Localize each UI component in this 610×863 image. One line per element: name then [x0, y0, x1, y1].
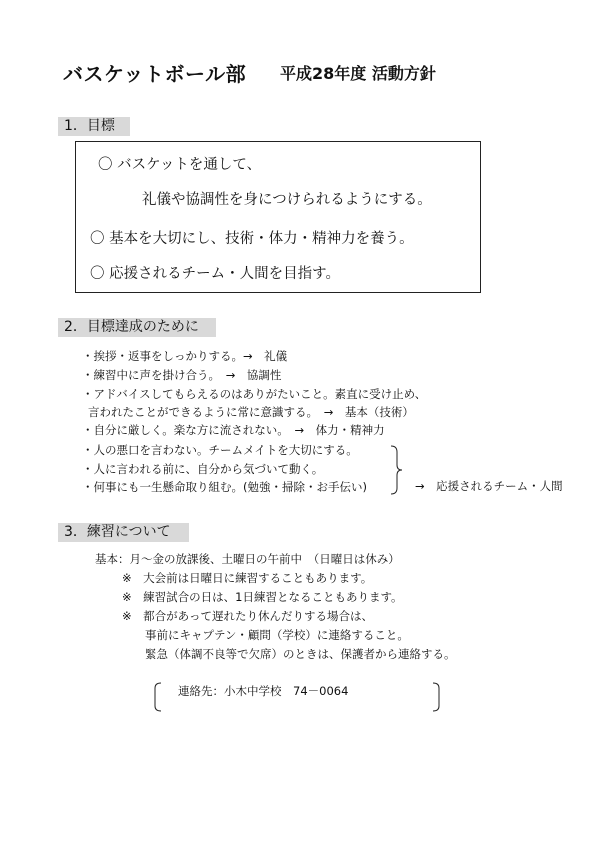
- section3-heading: 3．練習について: [58, 523, 189, 542]
- list-item: ・人に言われる前に、自分から気づいて動く。: [82, 462, 324, 476]
- right-bracket: [431, 682, 441, 712]
- right-brace: [389, 445, 403, 495]
- practice-note: ※ 大会前は日曜日に練習することもあります。: [122, 571, 373, 585]
- goal-line-4: 〇 応援されるチーム・人間を目指す。: [90, 266, 340, 282]
- section1-heading: 1．目標: [58, 117, 130, 136]
- list-item: ・挨拶・返事をしっかりする。→ 礼儀: [82, 349, 288, 363]
- list-item: ・自分に厳しく。楽な方に流されない。 → 体力・精神力: [82, 423, 385, 437]
- left-bracket: [153, 682, 163, 712]
- contact-box: [153, 682, 441, 712]
- goal-line-3: 〇 基本を大切にし、技術・体力・精神力を養う。: [90, 231, 414, 247]
- practice-note-cont: 事前にキャプテン・顧問（学校）に連絡すること。: [145, 628, 409, 642]
- practice-note-cont: 緊急（体調不良等で欠席）のときは、保護者から連絡する。: [145, 647, 456, 661]
- club-title: バスケットボール部: [63, 62, 247, 86]
- list-item: ・何事にも一生懸命取り組む。(勉強・掃除・お手伝い): [82, 480, 367, 494]
- goal-line-2: 礼儀や協調性を身につけられるようにする。: [142, 192, 432, 208]
- list-item: ・アドバイスしてもらえるのはありがたいこと。素直に受け止め、: [82, 387, 427, 401]
- goals-box: [75, 141, 481, 293]
- group-result: → 応援されるチーム・人間: [415, 479, 563, 493]
- list-item: 言われたことができるように常に意識する。 → 基本（技術）: [88, 405, 414, 419]
- year-policy-subtitle: 平成28年度 活動方針: [280, 64, 436, 83]
- practice-note: ※ 練習試合の日は、1日練習となることもあります。: [122, 590, 403, 604]
- list-item: ・人の悪口を言わない。チームメイトを大切にする。: [82, 443, 358, 457]
- practice-basic: 基本：月～金の放課後、土曜日の午前中 （日曜日は休み）: [95, 552, 400, 566]
- section2-heading: 2．目標達成のために: [58, 318, 216, 337]
- practice-note: ※ 都合があって遅れたり休んだりする場合は、: [122, 609, 374, 623]
- list-item: ・練習中に声を掛け合う。 → 協調性: [82, 368, 282, 382]
- contact-info: 連絡先：小木中学校 74－0064: [178, 684, 349, 698]
- goal-line-1: 〇 バスケットを通して、: [98, 157, 262, 173]
